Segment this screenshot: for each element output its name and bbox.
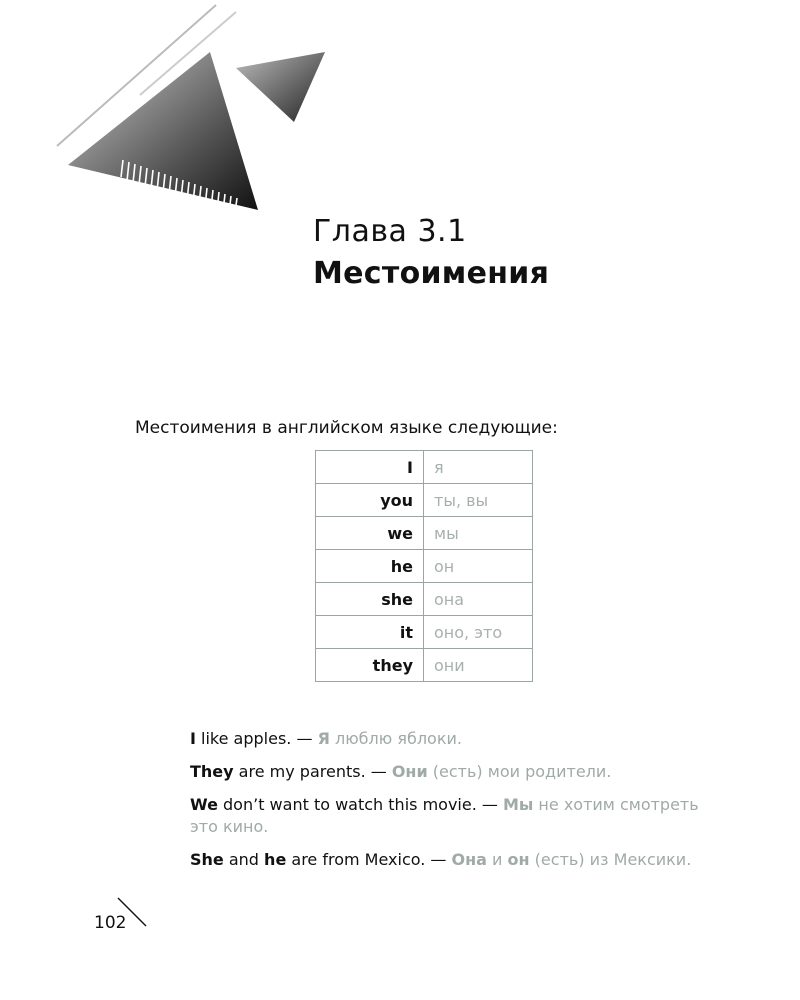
page-number: 102 <box>94 913 127 933</box>
example-fragment: Она <box>451 850 487 869</box>
pronoun-english: he <box>316 550 424 583</box>
table-row <box>316 484 533 517</box>
example-sentence <box>190 849 730 871</box>
pronoun-english: it <box>316 616 424 649</box>
table-row <box>316 451 533 484</box>
pronoun-english: they <box>316 649 424 682</box>
example-sentence <box>190 728 730 750</box>
decorative-triangles <box>0 0 800 230</box>
chapter-title: Местоимения <box>313 256 550 291</box>
example-fragment: I <box>190 729 196 748</box>
pronoun-russian: ты, вы <box>424 484 533 517</box>
example-fragment: Они <box>391 762 428 781</box>
example-fragment: Мы <box>502 795 534 814</box>
example-fragment: (есть) из Мексики. <box>529 850 692 869</box>
example-fragment: люблю яблоки. <box>329 729 462 748</box>
example-fragment: are my parents. — <box>233 762 392 781</box>
table-row <box>316 649 533 682</box>
example-fragment: he <box>264 850 287 869</box>
pronoun-russian: мы <box>424 517 533 550</box>
example-fragment: like apples. — <box>195 729 318 748</box>
example-sentence <box>190 761 730 783</box>
table-row <box>316 583 533 616</box>
pronoun-russian: оно, это <box>424 616 533 649</box>
example-fragment: (есть) мои родители. <box>427 762 612 781</box>
example-fragment: We <box>190 795 218 814</box>
example-fragment: Я <box>317 729 330 748</box>
table-row <box>316 616 533 649</box>
pronoun-russian: она <box>424 583 533 616</box>
pronouns-table <box>315 450 533 682</box>
examples-list <box>190 728 730 882</box>
small-triangle <box>236 52 325 122</box>
example-fragment: и <box>486 850 508 869</box>
example-sentence <box>190 794 730 838</box>
pronoun-russian: я <box>424 451 533 484</box>
example-fragment: он <box>507 850 530 869</box>
example-fragment: are from Mexico. — <box>286 850 452 869</box>
example-fragment: don’t want to watch this movie. — <box>217 795 503 814</box>
example-fragment: They <box>190 762 234 781</box>
pronoun-english: we <box>316 517 424 550</box>
pronoun-russian: он <box>424 550 533 583</box>
pronoun-russian: они <box>424 649 533 682</box>
chapter-number: Глава 3.1 <box>313 214 467 249</box>
pronoun-english: she <box>316 583 424 616</box>
intro-text: Местоимения в английском языке следующие: <box>135 418 558 438</box>
pronoun-english: you <box>316 484 424 517</box>
example-fragment: She <box>190 850 224 869</box>
table-row <box>316 550 533 583</box>
example-fragment: and <box>223 850 265 869</box>
table-row <box>316 517 533 550</box>
pronoun-english: I <box>316 451 424 484</box>
example-fragment: не хотим смотреть это кино. <box>190 795 699 836</box>
